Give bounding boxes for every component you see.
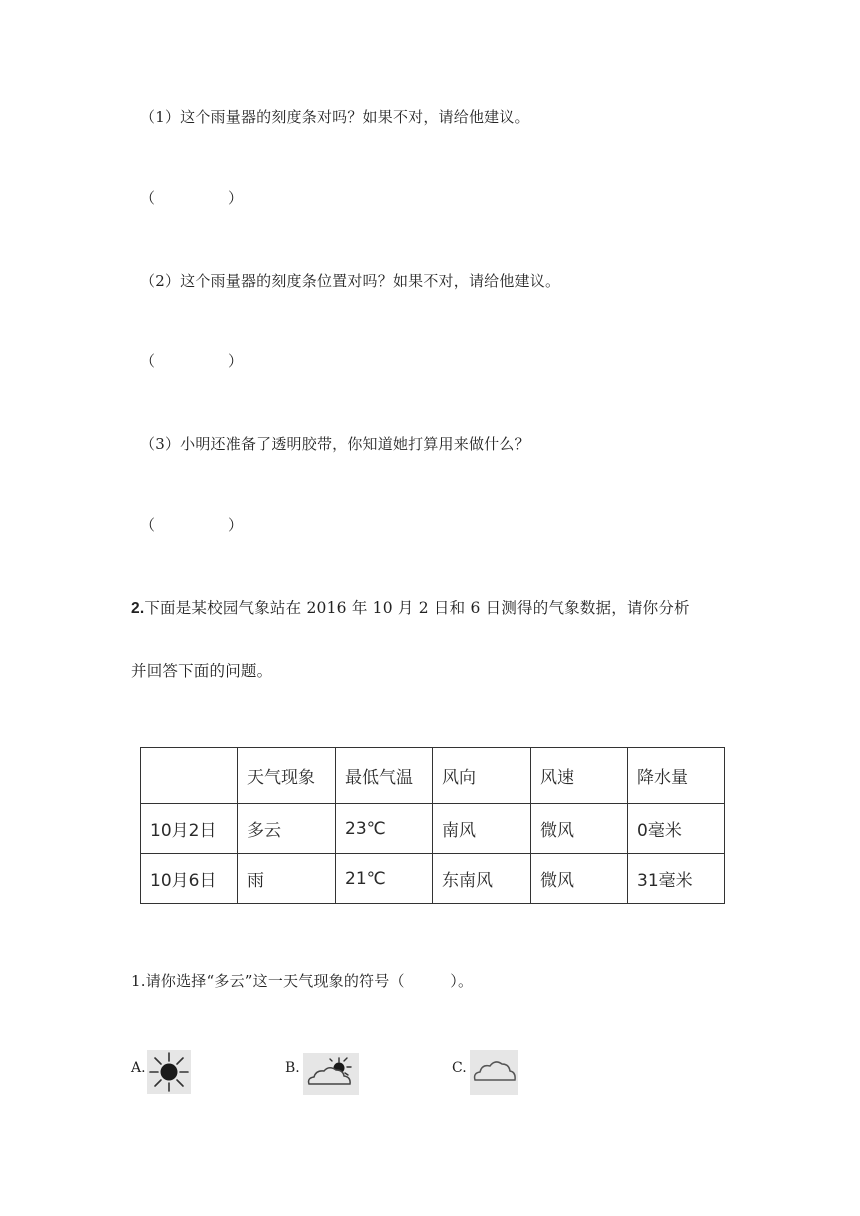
header-wind-speed: 风速 — [531, 748, 628, 804]
question-2-text: 下面是某校园气象站在 2016 年 10 月 2 日和 6 日测得的气象数据，请你分析 — [144, 599, 690, 617]
cell-weather: 多云 — [238, 804, 336, 854]
header-wind-direction: 风向 — [433, 748, 531, 804]
cell-wind-speed: 微风 — [531, 854, 628, 904]
table-row — [141, 854, 725, 904]
paren-close: ） — [228, 516, 244, 534]
paren-open: （ — [140, 352, 156, 370]
subquestion-1-text: （1）这个雨量器的刻度条对吗？如果不对，请给他建议。 — [140, 108, 530, 126]
header-min-temp: 最低气温 — [336, 748, 433, 804]
question-2-line-1 — [131, 596, 690, 618]
paren-close: ） — [228, 189, 244, 207]
cell-wind-direction: 东南风 — [433, 854, 531, 904]
weather-data-table — [140, 747, 725, 904]
cell-wind-speed: 微风 — [531, 804, 628, 854]
header-precipitation: 降水量 — [628, 748, 725, 804]
cell-date: 10月6日 — [141, 854, 238, 904]
sun-icon[interactable] — [147, 1050, 191, 1094]
option-c-label: C. — [452, 1060, 467, 1076]
cloud-with-sun-icon[interactable] — [303, 1053, 359, 1095]
question-2-line-2: 并回答下面的问题。 — [131, 662, 273, 680]
header-cell-empty — [141, 748, 238, 804]
paren-open: （ — [140, 516, 156, 534]
table-header-row — [141, 748, 725, 804]
cell-weather: 雨 — [238, 854, 336, 904]
header-weather: 天气现象 — [238, 748, 336, 804]
question-number: 2. — [131, 600, 145, 617]
answer-blank-2[interactable] — [140, 350, 244, 371]
cell-date: 10月2日 — [141, 804, 238, 854]
cell-precipitation: 31毫米 — [628, 854, 725, 904]
subquestion-3-text: （3）小明还准备了透明胶带，你知道她打算用来做什么？ — [140, 435, 530, 453]
subquestion-2-text: （2）这个雨量器的刻度条位置对吗？如果不对，请给他建议。 — [140, 272, 561, 290]
paren-open: （ — [140, 189, 156, 207]
answer-blank-1[interactable] — [140, 187, 244, 208]
cell-precipitation: 0毫米 — [628, 804, 725, 854]
table-row — [141, 804, 725, 854]
cell-wind-direction: 南风 — [433, 804, 531, 854]
option-b-label: B. — [285, 1060, 300, 1076]
cell-min-temp: 23℃ — [336, 804, 433, 854]
answer-blank-3[interactable] — [140, 514, 244, 535]
sub-question-1: 1.请你选择“多云”这一天气现象的符号（ ）。 — [131, 972, 474, 990]
cell-min-temp: 21℃ — [336, 854, 433, 904]
cloud-icon[interactable] — [470, 1050, 518, 1095]
paren-close: ） — [228, 352, 244, 370]
option-a-label: A. — [131, 1060, 146, 1076]
